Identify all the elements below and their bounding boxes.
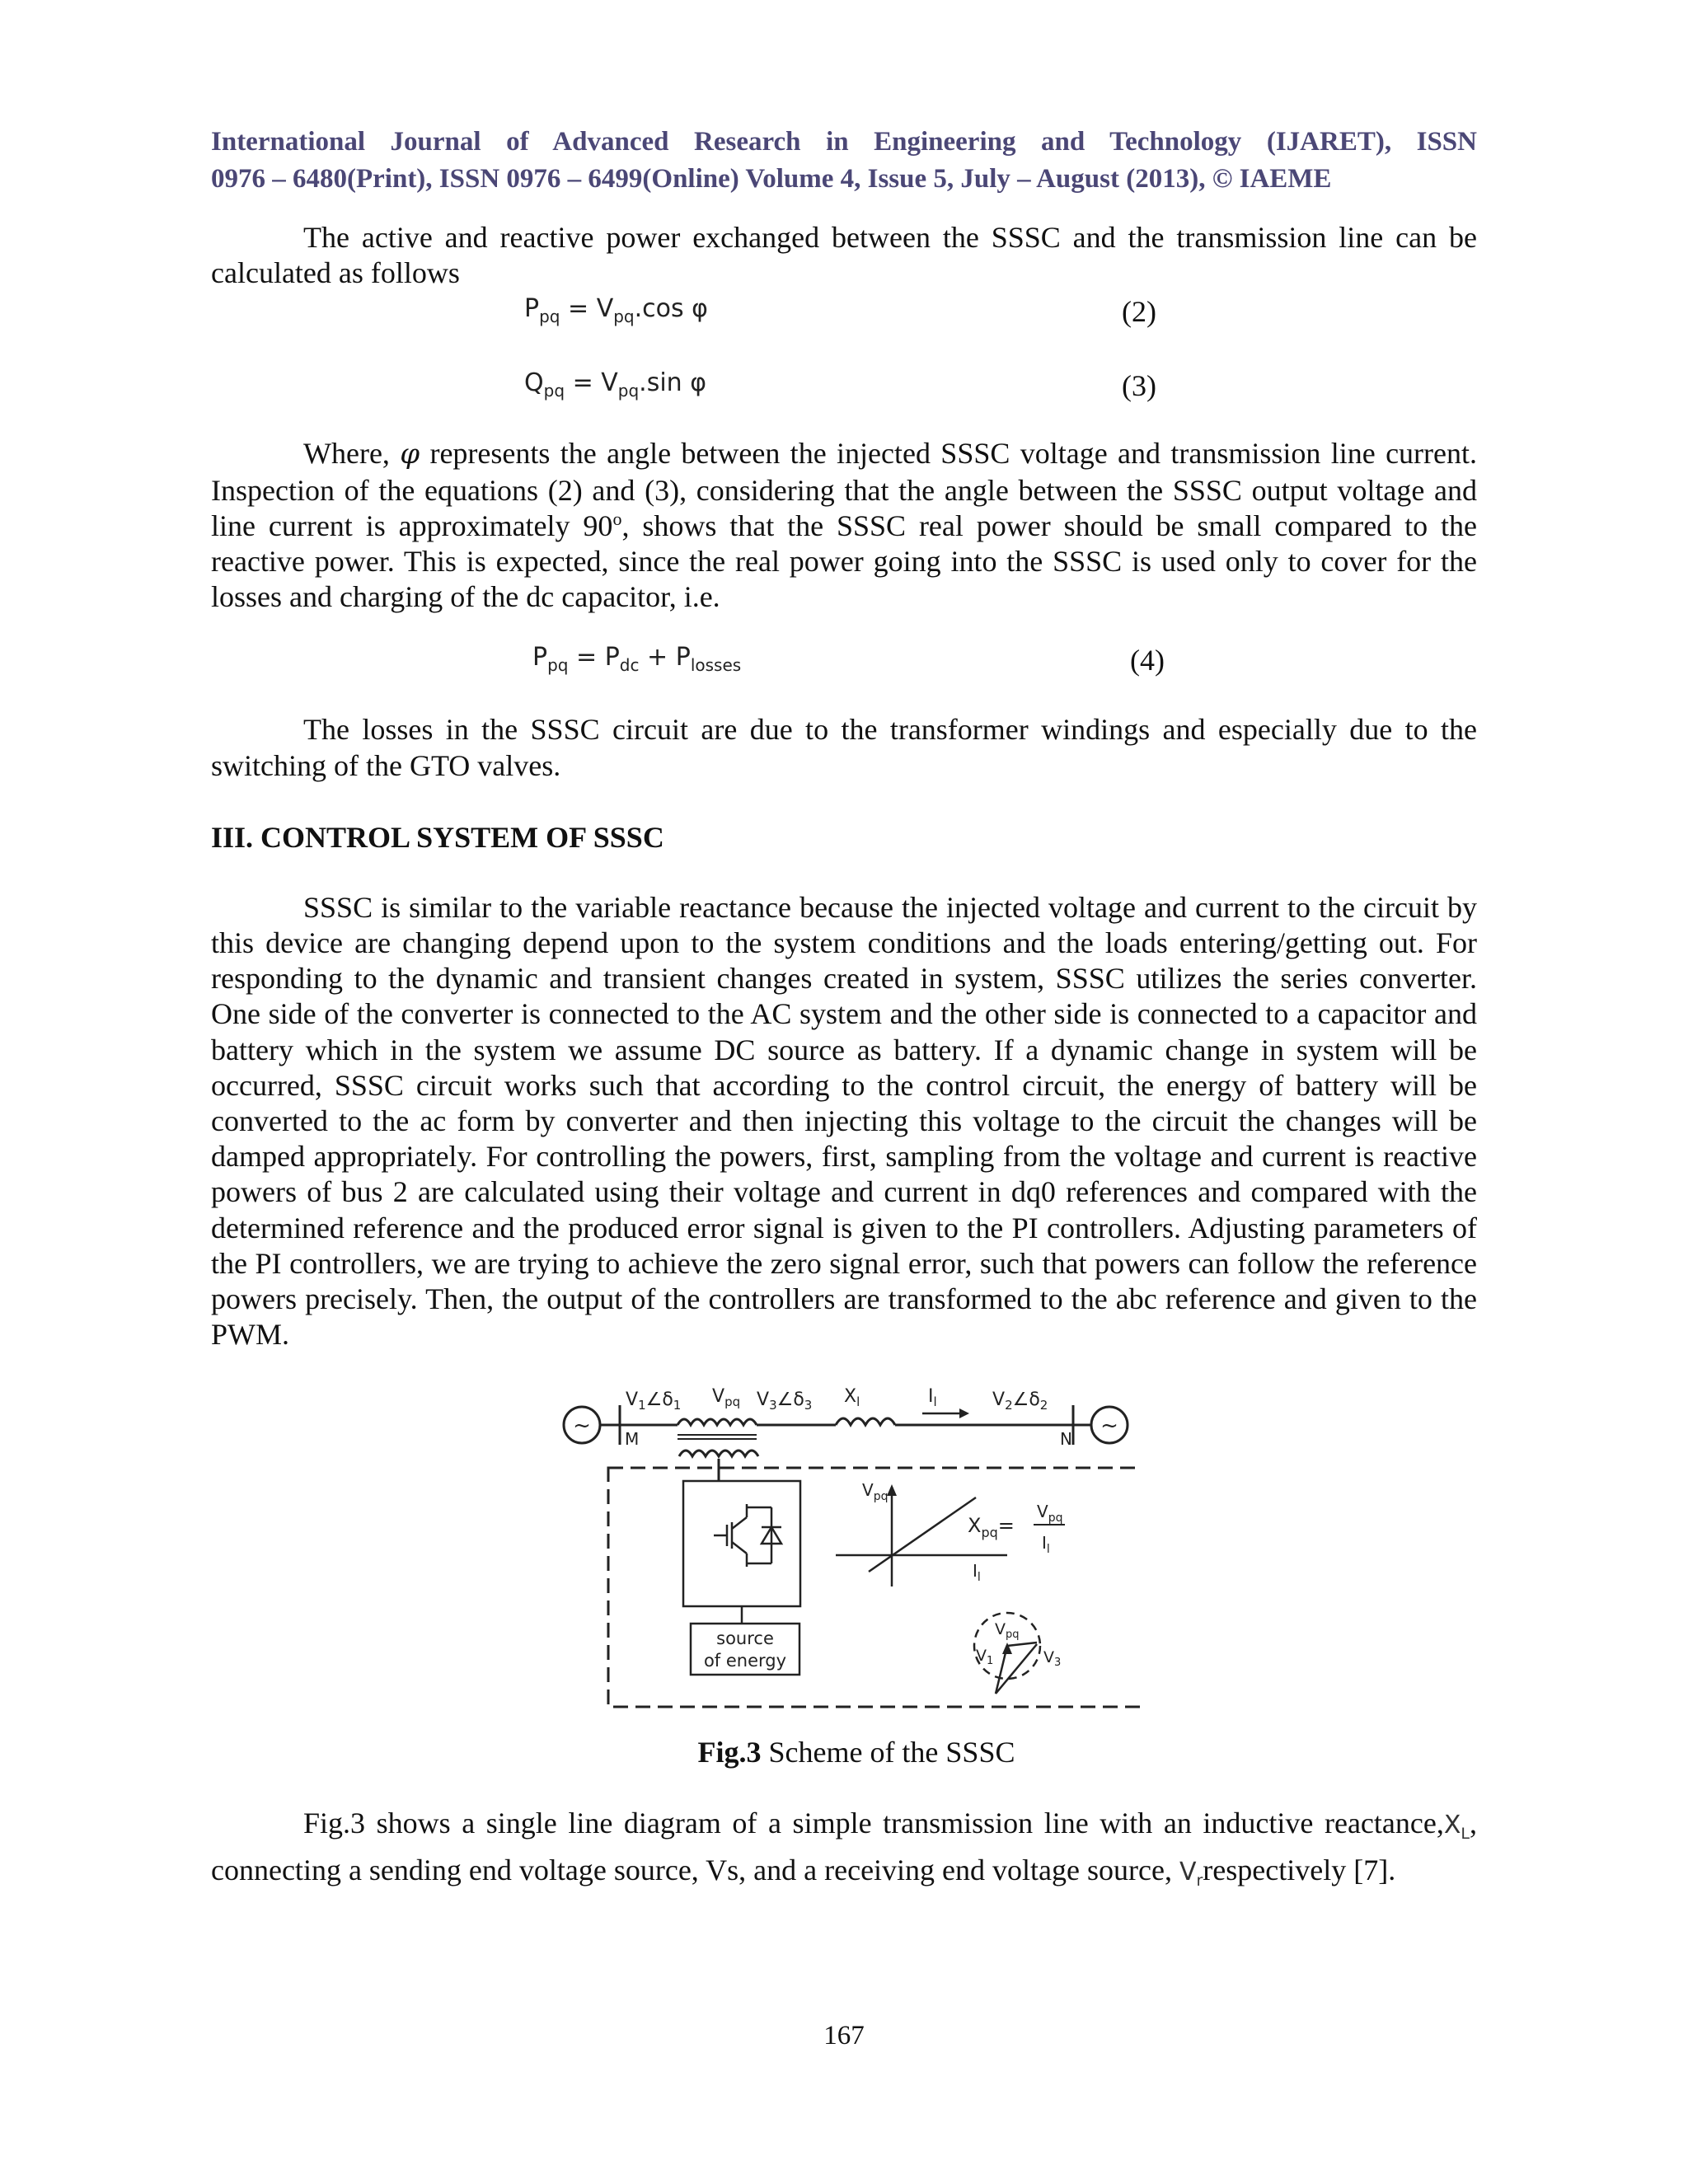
paragraph-figure-description: Fig.3 shows a single line diagram of a simple transmission line with an inductive $reactance,X_L$, connecting a sending end voltage source, Vs, and a receiving end voltage source, $V_rrespectively$ [7]. (211, 1807, 1477, 1890)
fraction-numerator: $V_{pq}$ (1037, 1502, 1063, 1526)
header-line-1: International Journal of Advanced Research in Engineering and Technology (IJARET), ISSN (211, 127, 1477, 157)
equation-4-number: (4) (1130, 644, 1165, 677)
axis-vpq-label: $V_{pq}$ (862, 1480, 889, 1504)
right-source-tilde: ~ (1100, 1413, 1118, 1439)
page-number: 167 (823, 2021, 865, 2050)
shunt-winding (679, 1451, 758, 1456)
journal-header (211, 124, 1477, 198)
equation-3-math: $Q_{pq} = V_{pq}.\sin$ φ (524, 368, 706, 401)
sssc-diagram (556, 1380, 1141, 1710)
sssc-enclosure (608, 1468, 1141, 1707)
label-n: N (1060, 1429, 1072, 1450)
label-m: M (625, 1429, 640, 1450)
phasor-v1-label: $V_1$ (976, 1647, 994, 1668)
source-label-1: source (716, 1629, 774, 1649)
line-reactance (836, 1418, 895, 1425)
equation-4 (211, 640, 1477, 686)
equation-3 (211, 365, 1477, 411)
page-content (211, 124, 1477, 1899)
equation-4-math: $P_{pq} = P_{dc} + P_{losses}$ (532, 643, 742, 676)
label-v1-angle: $V_1\angle\delta_1$ (626, 1390, 682, 1413)
xpq-label: $X_{pq}=$ (968, 1514, 1015, 1541)
left-source-tilde: ~ (573, 1413, 591, 1439)
label-il: $I_l$ (928, 1386, 937, 1410)
gto-switch-icon (714, 1504, 781, 1567)
phasor-arrows (996, 1643, 1037, 1694)
vr-symbol: $V_r$ (1179, 1857, 1203, 1890)
label-xl: $X_l$ (844, 1386, 860, 1410)
header-line-2: 0976 – 6480(Print), ISSN 0976 – 6499(Online) Volume 4, Issue 5, July – August (2013), © IAEME (211, 164, 1332, 194)
section-heading: III. CONTROL SYSTEM OF SSSC (211, 820, 664, 854)
axis-il-label: $I_l$ (973, 1561, 981, 1585)
fraction-denominator: $I_l$ (1042, 1533, 1050, 1557)
label-v2-angle: $V_2\angle\delta_2$ (992, 1390, 1048, 1413)
xl-symbol: $X_L$ (1443, 1811, 1470, 1844)
phi-symbol: φ (400, 438, 420, 471)
caption-label: Fig.3 (697, 1736, 762, 1769)
equation-2-number: (2) (1122, 295, 1156, 329)
equation-3-number: (3) (1122, 369, 1156, 403)
paragraph-power-exchange: The active and reactive power exchanged between the SSSC and the transmission line can be calculated as follows (211, 221, 1477, 290)
figure-caption (236, 1735, 1477, 1770)
paragraph-control-system: SSSC is similar to the variable reactance because the injected voltage and current to the circuit by this device are changing depend upon to the system conditions and the loads entering/getting out. For responding to the dynamic and transient changes created in system, SSSC utilizes the series converter. One side of the converter is connected to the AC system and the other side is connected to a capacitor and battery which in the system we assume DC source as battery. If a dynamic change in system will be occurred, SSSC circuit works such that according to the control circuit, the energy of battery will be converted to the ac form by converter and then injecting this voltage to the circuit the changes will be damped appropriately. For controlling the powers, first, sampling from the voltage and current is reactive powers of bus 2 are calculated using their voltage and current in dq0 references and compared with the determined reference and the produced error signal is given to the PI controllers. Adjusting parameters of the PI controllers, we are trying to achieve the zero signal error, such that powers can follow the reference powers precisely. Then, the output of the controllers are transformed to the abc reference and given to the PWM. (211, 890, 1477, 1352)
source-label-2: of energy (703, 1651, 787, 1671)
phasor-vpq-label: $V_{pq}$ (995, 1620, 1020, 1642)
converter-box (683, 1481, 800, 1606)
phasor-v3-label: $V_3$ (1043, 1648, 1062, 1670)
figure-sssc-scheme (211, 1380, 1477, 1735)
caption-text: Scheme of the SSSC (768, 1736, 1015, 1769)
equation-2-math: $P_{pq} = V_{pq}.\cos$ φ (524, 294, 708, 327)
paragraph-angle-explanation: Where, φ represents the angle between the injected SSSC voltage and transmission line current. Inspection of the equations (2) and (3), considering that the angle between the SSSC output voltage and line current is approximately 90$^o$, shows that the SSSC real power should be small compared to the reactive power. This is expected, since the real power going into the SSSC is used only to cover for the losses and charging of the dc capacitor, i.e. (211, 437, 1478, 614)
equation-2 (211, 291, 1477, 337)
label-vpq: $V_{pq}$ (712, 1386, 741, 1410)
label-v3-angle: $V_3\angle\delta_3$ (757, 1390, 813, 1413)
paragraph-losses: The losses in the SSSC circuit are due to the transformer windings and especially due to the switching of the GTO valves. (211, 713, 1477, 782)
series-winding (678, 1419, 757, 1425)
